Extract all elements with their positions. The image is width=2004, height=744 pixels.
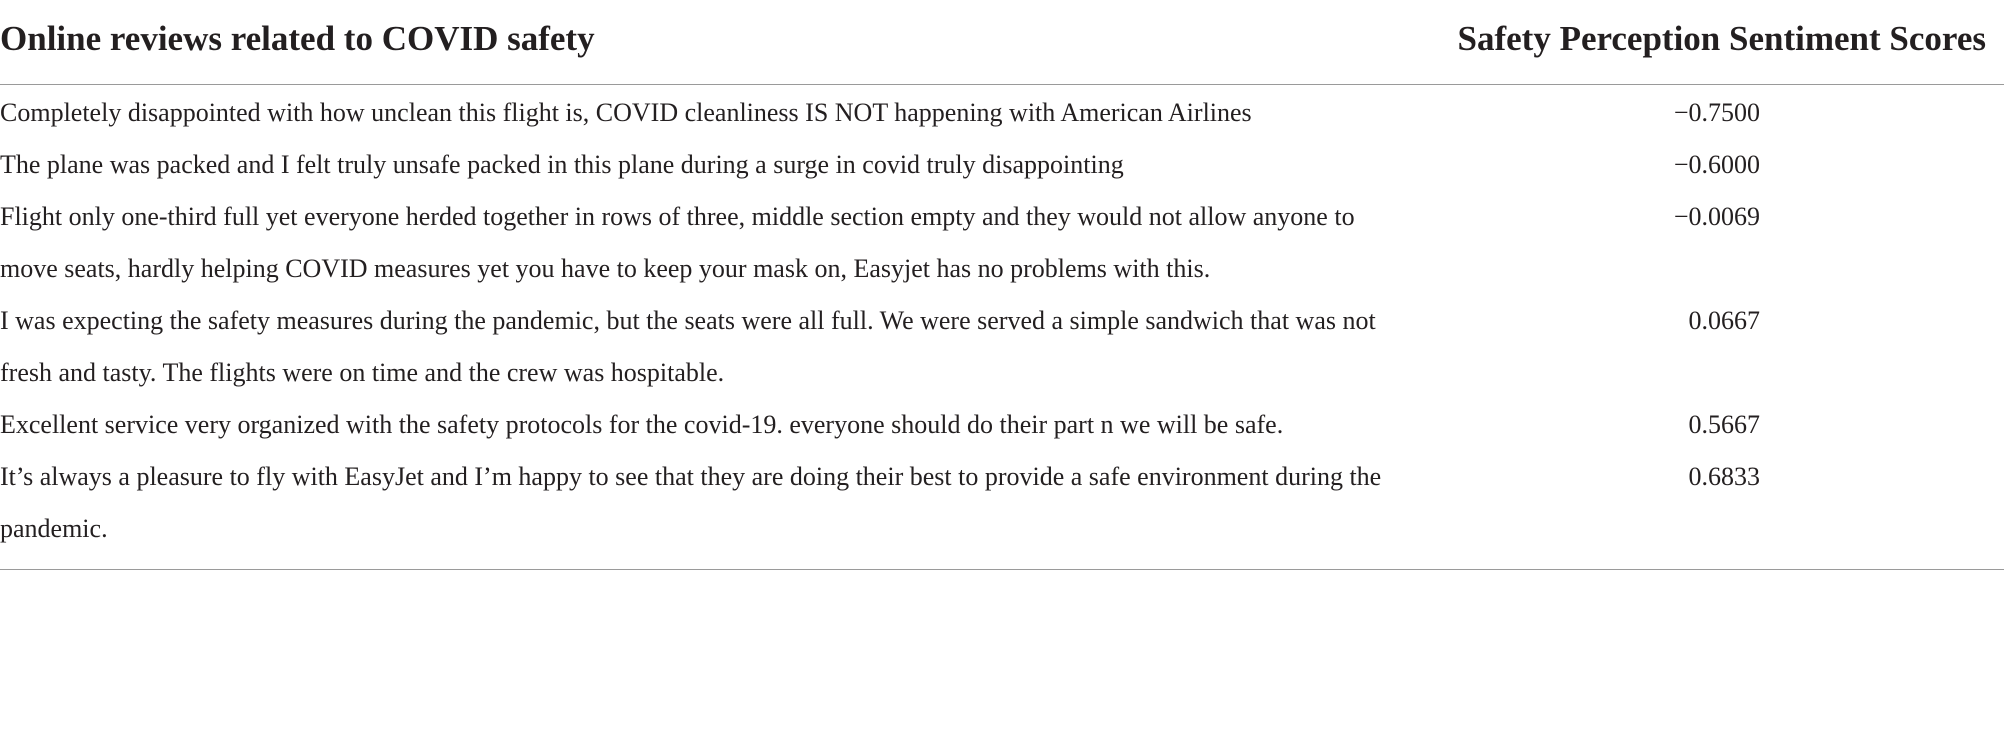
review-text: Completely disappointed with how unclean this flight is, COVID cleanliness IS NOT happening with American Airlines <box>0 98 1252 127</box>
review-text: It’s always a pleasure to fly with EasyJet and I’m happy to see that they are doing their best to provide a safe environment during the pandemic. <box>0 451 1418 570</box>
table-row <box>0 191 2004 295</box>
table-header <box>0 16 2004 85</box>
table-row <box>0 139 2004 191</box>
sentiment-score: −0.7500 <box>1673 98 1760 127</box>
sentiment-score: −0.0069 <box>1673 202 1760 231</box>
review-column-header: Online reviews related to COVID safety <box>0 16 1418 85</box>
review-text: I was expecting the safety measures during the pandemic, but the seats were all full. We were served a simple sandwich that was not fresh and tasty. The flights were on time and the crew was hospitable. <box>0 306 1376 387</box>
table-row <box>0 85 2004 140</box>
table-row <box>0 295 2004 399</box>
table-row <box>0 451 2004 570</box>
review-text: The plane was packed and I felt truly unsafe packed in this plane during a surge in covid truly disappointing <box>0 150 1124 179</box>
sentiment-score: 0.0667 <box>1688 306 1760 335</box>
sentiment-score: −0.6000 <box>1673 150 1760 179</box>
score-column-header: Safety Perception Sentiment Scores <box>1418 16 2004 85</box>
review-text: Flight only one-third full yet everyone herded together in rows of three, middle section empty and they would not allow anyone to move seats, hardly helping COVID measures yet you have to keep your mask on, Easyjet has no problems with this. <box>0 202 1355 283</box>
review-text: Excellent service very organized with the safety protocols for the covid-19. everyone should do their part n we will be safe. <box>0 410 1284 439</box>
sentiment-score: 0.5667 <box>1688 410 1760 439</box>
sentiment-score: 0.6833 <box>1418 451 2004 570</box>
table-row <box>0 399 2004 451</box>
table-body <box>0 85 2004 570</box>
reviews-sentiment-table <box>0 16 2004 570</box>
header-row <box>0 16 2004 85</box>
